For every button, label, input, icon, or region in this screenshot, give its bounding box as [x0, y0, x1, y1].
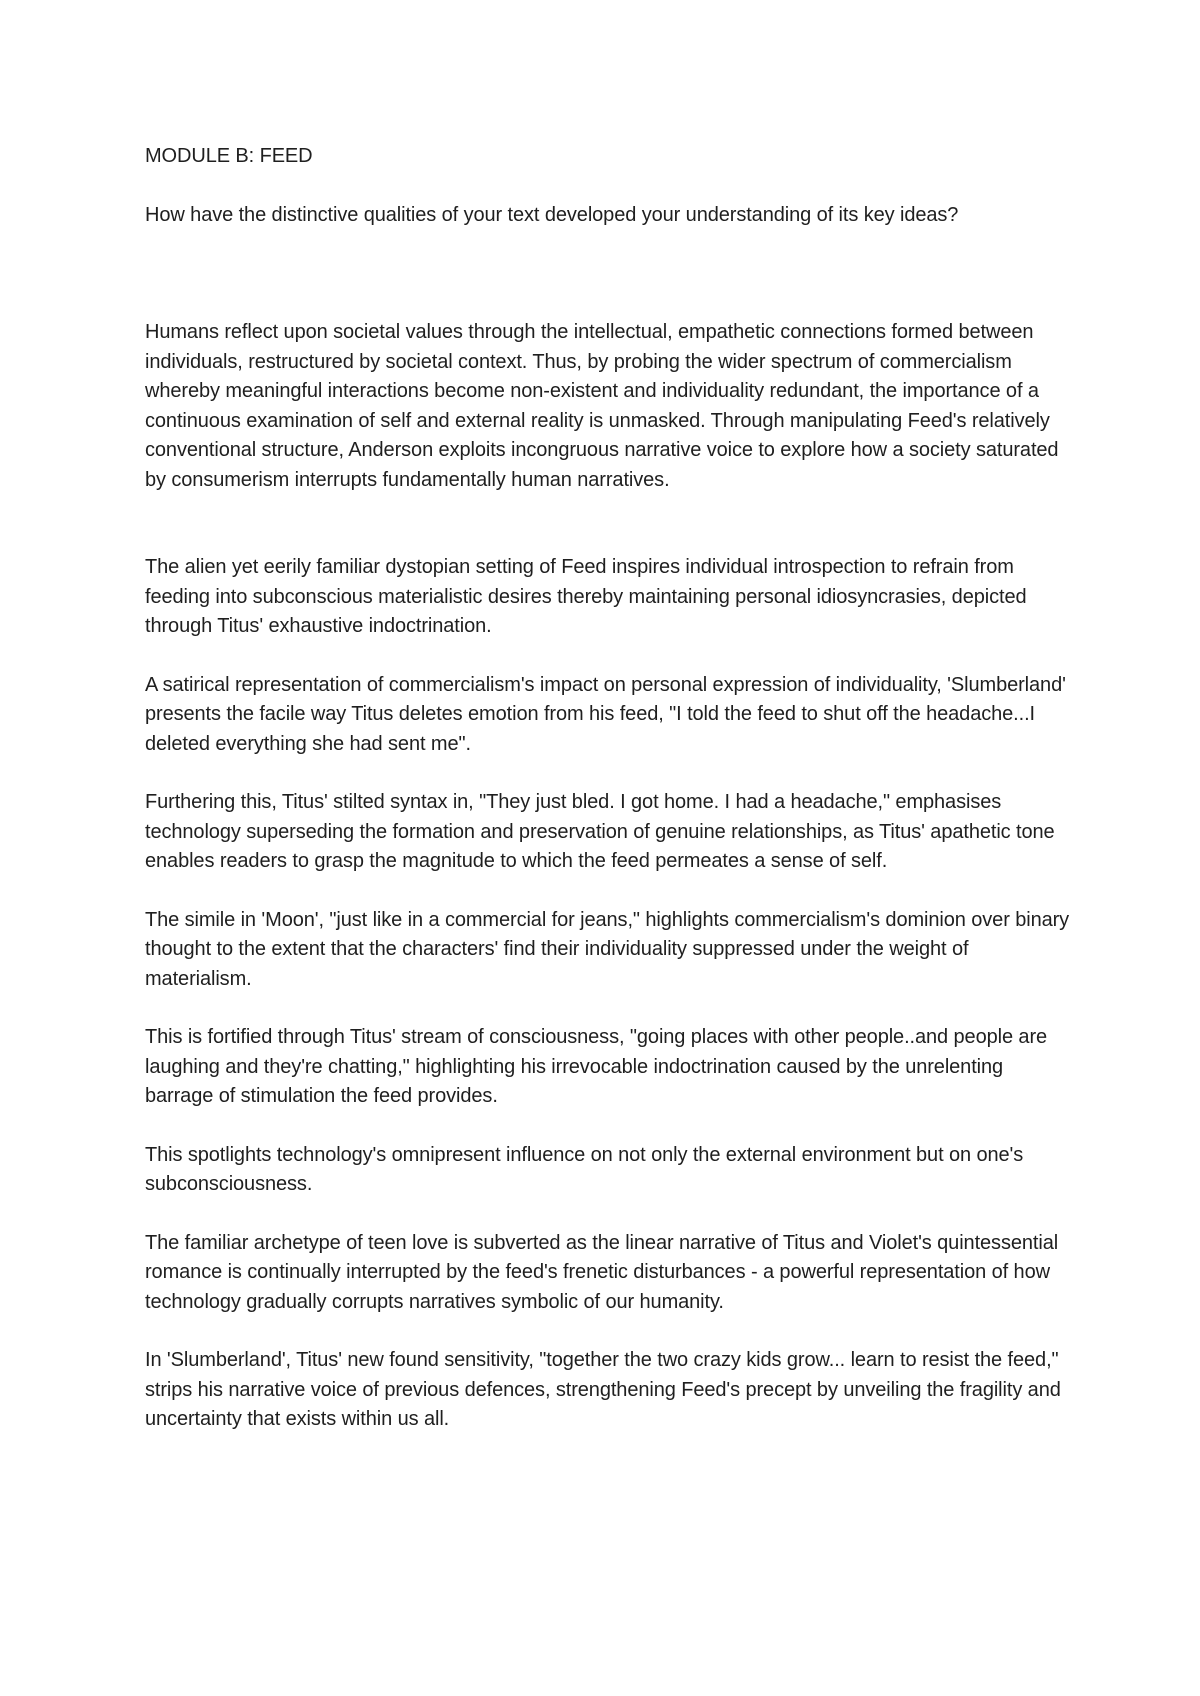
document-title: MODULE B: FEED	[145, 145, 313, 167]
body-paragraph: Furthering this, Titus' stilted syntax in, "They just bled. I got home. I had a headache," emphasises technology superseding the formation and preservation of genuine relationships, as Titus' apathetic tone enables readers to grasp the magnitude to which the feed permeates a sense of self.	[145, 791, 1055, 872]
essay-question: How have the distinctive qualities of your text developed your understanding of its key ideas?	[145, 203, 959, 226]
body-paragraph: This is fortified through Titus' stream of consciousness, "going places with other people..and people are laughing and they're chatting," highlighting his irrevocable indoctrination caused by the unrelenting barrage of stimulation the feed provides.	[145, 1026, 1048, 1107]
body-paragraph: This spotlights technology's omnipresent influence on not only the external environment but on one's subconsciousness.	[145, 1143, 1024, 1195]
body-paragraph: The alien yet eerily familiar dystopian setting of Feed inspires individual introspection to refrain from feeding into subconscious materialistic desires thereby maintaining personal idiosyncrasies, depicted through Titus' exhaustive indoctrination.	[145, 556, 1027, 637]
document-page	[145, 142, 1075, 1464]
body-paragraph: The familiar archetype of teen love is subverted as the linear narrative of Titus and Violet's quintessential romance is continually interrupted by the feed's frenetic disturbances - a powerful representation of how technology gradually corrupts narratives symbolic of our humanity.	[145, 1231, 1059, 1313]
body-paragraph: In 'Slumberland', Titus' new found sensitivity, "together the two crazy kids grow... learn to resist the feed," strips his narrative voice of previous defences, strengthening Feed's precept by unveiling the fragility and uncertainty that exists within us all.	[145, 1349, 1061, 1430]
body-paragraph: The simile in 'Moon', "just like in a commercial for jeans," highlights commercialism's dominion over binary thought to the extent that the characters' find their individuality suppressed under the weight of materialism.	[145, 908, 1070, 990]
introduction-paragraph: Humans reflect upon societal values through the intellectual, empathetic connections formed between individuals, restructured by societal context. Thus, by probing the wider spectrum of commercialism whereby meaningful interactions become non-existent and individuality redundant, the importance of a continuous examination of self and external reality is unmasked. Through manipulating Feed's relatively conventional structure, Anderson exploits incongruous narrative voice to explore how a society saturated by consumerism interrupts fundamentally human narratives.	[145, 321, 1059, 491]
body-paragraph: A satirical representation of commercialism's impact on personal expression of individuality, 'Slumberland' presents the facile way Titus deletes emotion from his feed, "I told the feed to shut off the headache...I deleted everything she had sent me".	[145, 673, 1066, 755]
